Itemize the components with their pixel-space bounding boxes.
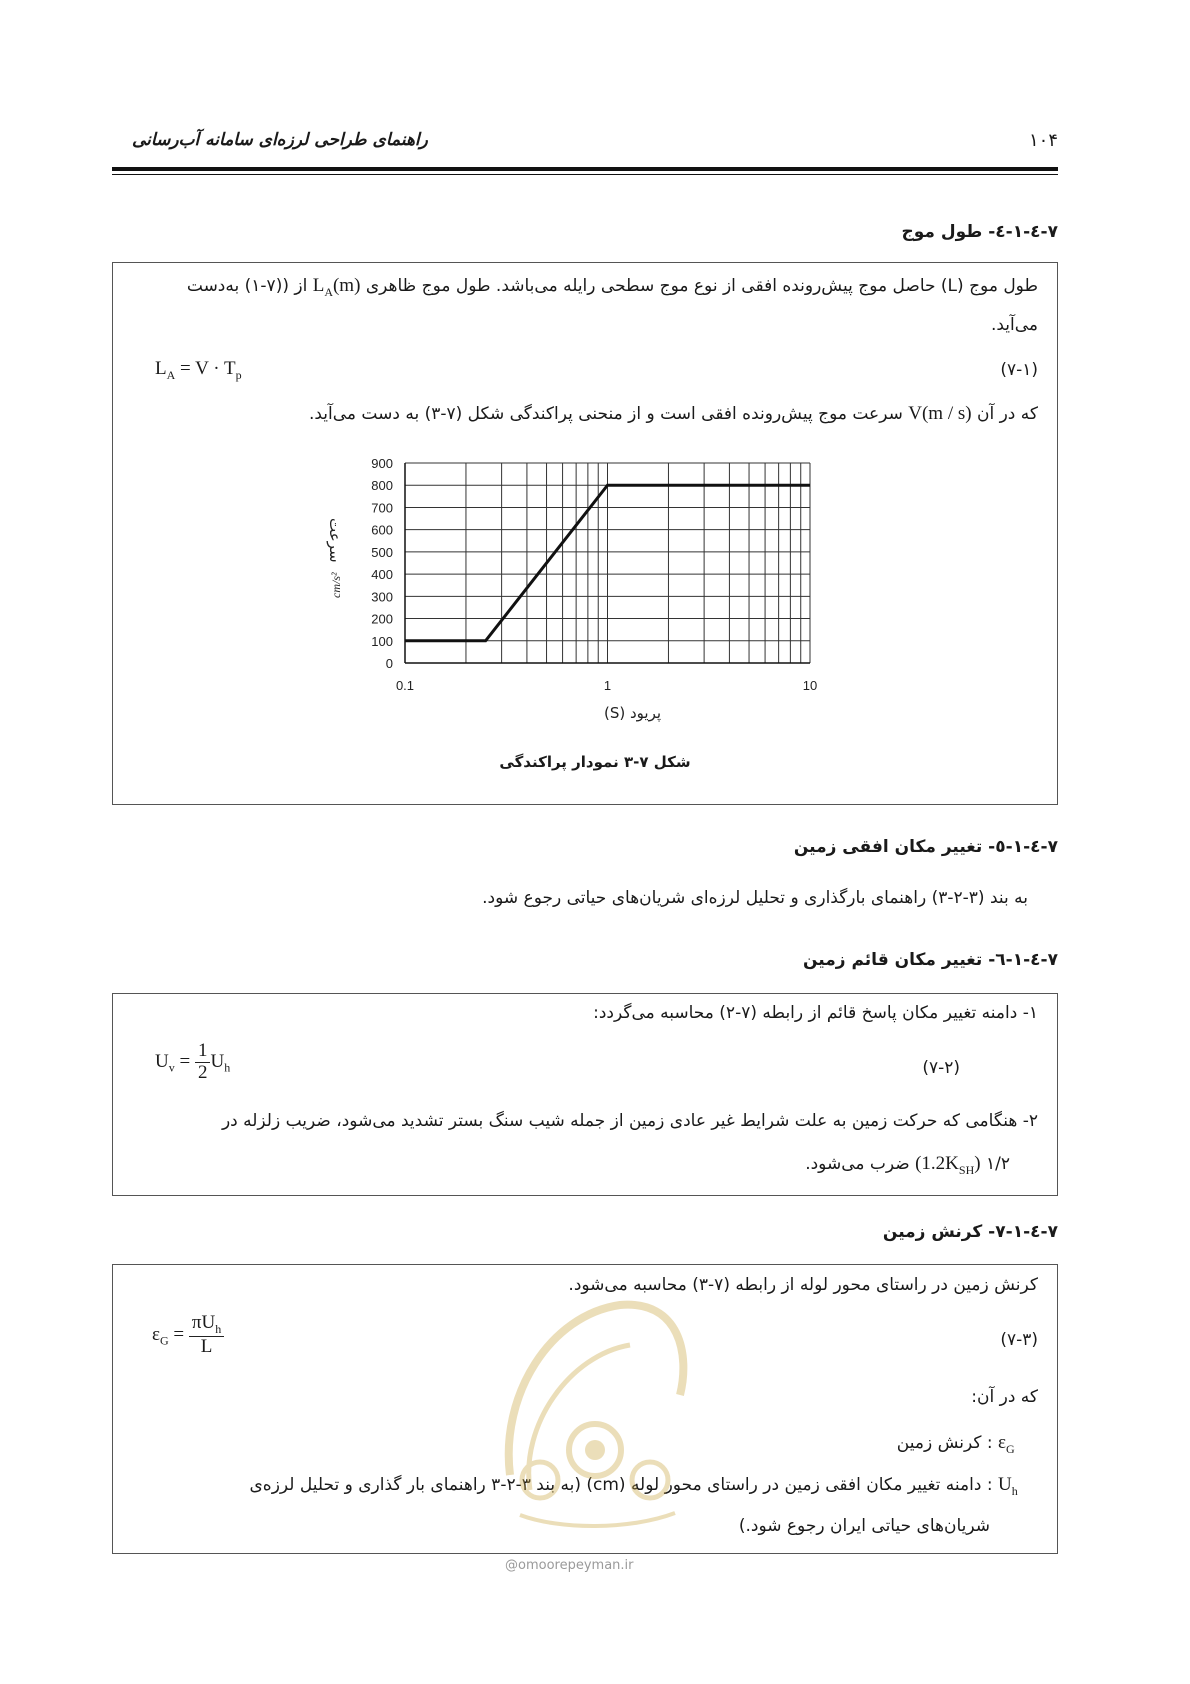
strain-def-uh-line2: شریان‌های حیاتی ایران رجوع شود.) (738, 1516, 990, 1536)
chart-ylabel: سرعت (326, 518, 344, 563)
section-heading-wavelength: ۷-٤-١-٤- طول موج (901, 222, 1058, 242)
chart-tick-y: 0 (385, 656, 393, 671)
strain-where: که در آن: (971, 1387, 1038, 1407)
page-number: ۱۰۴ (1028, 130, 1058, 151)
vertical-item2-line2: ۱/۲ $(1.2K_{SH})$ ضرب می‌شود. (805, 1153, 1010, 1177)
running-title: راهنمای طراحی لرزه‌ای سامانه آب‌رسانی (132, 130, 428, 150)
figure-caption: شکل ۷-۳ نمودار پراکندگی (499, 753, 691, 771)
header-rule-thin (112, 174, 1058, 175)
wavelength-para-line1: طول موج (L) حاصل موج پیش‌رونده افقی از نوع موج سطحی رایله می‌باشد. طول موج ظاهری $L_A(m)$ از ((۷-۱) به‌دست (186, 275, 1038, 299)
watermark-seal-icon (490, 1275, 700, 1549)
chart-tick-y: 800 (371, 478, 393, 494)
chart-tick-x: 0.1 (395, 678, 415, 693)
wavelength-para2: که در آن V(m / s) سرعت موج پیش‌رونده افقی است و از منحنی پراکندگی شکل (۷-۳) به دست می‌آید. (308, 403, 1038, 424)
chart-tick-y: 200 (371, 611, 393, 627)
vertical-item1: ۱- دامنه تغییر مکان پاسخ قائم از رابطه (۷-۲) محاسبه می‌گردد: (593, 1003, 1038, 1023)
equation-7-3: $\varepsilon_G$ = $\frac{\pi U_h}{L}$ (152, 1313, 224, 1358)
equation-label-7-2: (۷-۲) (922, 1058, 960, 1078)
chart-tick-y: 900 (371, 456, 393, 471)
page-header (112, 130, 1058, 160)
wavelength-para-line2: می‌آید. (990, 315, 1038, 335)
chart-tick-y: 300 (371, 589, 393, 605)
chart-tick-y: 100 (371, 633, 393, 649)
vertical-item2-line1: ۲- هنگامی که حرکت زمین به علت شرایط غیر عادی زمین از جمله شیب سنگ بستر تشدید می‌شود، ضریب زلزله در (221, 1111, 1038, 1131)
section-heading-horizontal: ۷-٤-١-٥- تغییر مکان افقی زمین (793, 837, 1058, 857)
chart-tick-x: 1 (603, 678, 612, 693)
chart-tick-y: 500 (371, 544, 393, 560)
strain-def-uh: $U_h$ : دامنه تغییر مکان افقی زمین در راستای محور لوله (cm) (به بند ۳-۲-۳ راهنمای بار گذاری و تحلیل لرزه‌ی (249, 1474, 1018, 1498)
horizontal-text: به بند (۳-۲-۳) راهنمای بارگذاری و تحلیل لرزه‌ای شریان‌های حیاتی رجوع شود. (482, 888, 1028, 908)
dispersion-chart-svg (300, 448, 820, 728)
strain-text: کرنش زمین در راستای محور لوله از رابطه (۷-۳) محاسبه می‌شود. (568, 1275, 1038, 1295)
chart-ylabel-unit: cm/s² (329, 572, 343, 598)
header-rule-thick (112, 167, 1058, 171)
section-heading-vertical: ۷-٤-١-٦- تغییر مکان قائم زمین (803, 950, 1058, 970)
watermark-site: @omoorepeyman.ir (505, 1558, 634, 1573)
chart-tick-y: 700 (371, 500, 393, 516)
chart-tick-y: 600 (371, 522, 393, 538)
chart-tick-y: 400 (371, 567, 393, 583)
dispersion-chart (300, 448, 820, 732)
equation-7-1: $L_A = V \cdot T_p$ (155, 358, 242, 382)
chart-tick-x: 10 (802, 678, 818, 693)
section-heading-strain: ۷-٤-١-۷- کرنش زمین (882, 1222, 1058, 1242)
strain-def-epsilon: $\varepsilon_G$ : کرنش زمین (896, 1432, 1015, 1456)
equation-label-7-3: (۷-۳) (1000, 1330, 1038, 1350)
chart-xlabel: پریود (S) (603, 704, 662, 722)
equation-7-2: $U_v$ = $\frac{1}{2}$ $U_h$ (155, 1040, 231, 1083)
equation-label-7-1: (۷-۱) (1000, 360, 1038, 380)
